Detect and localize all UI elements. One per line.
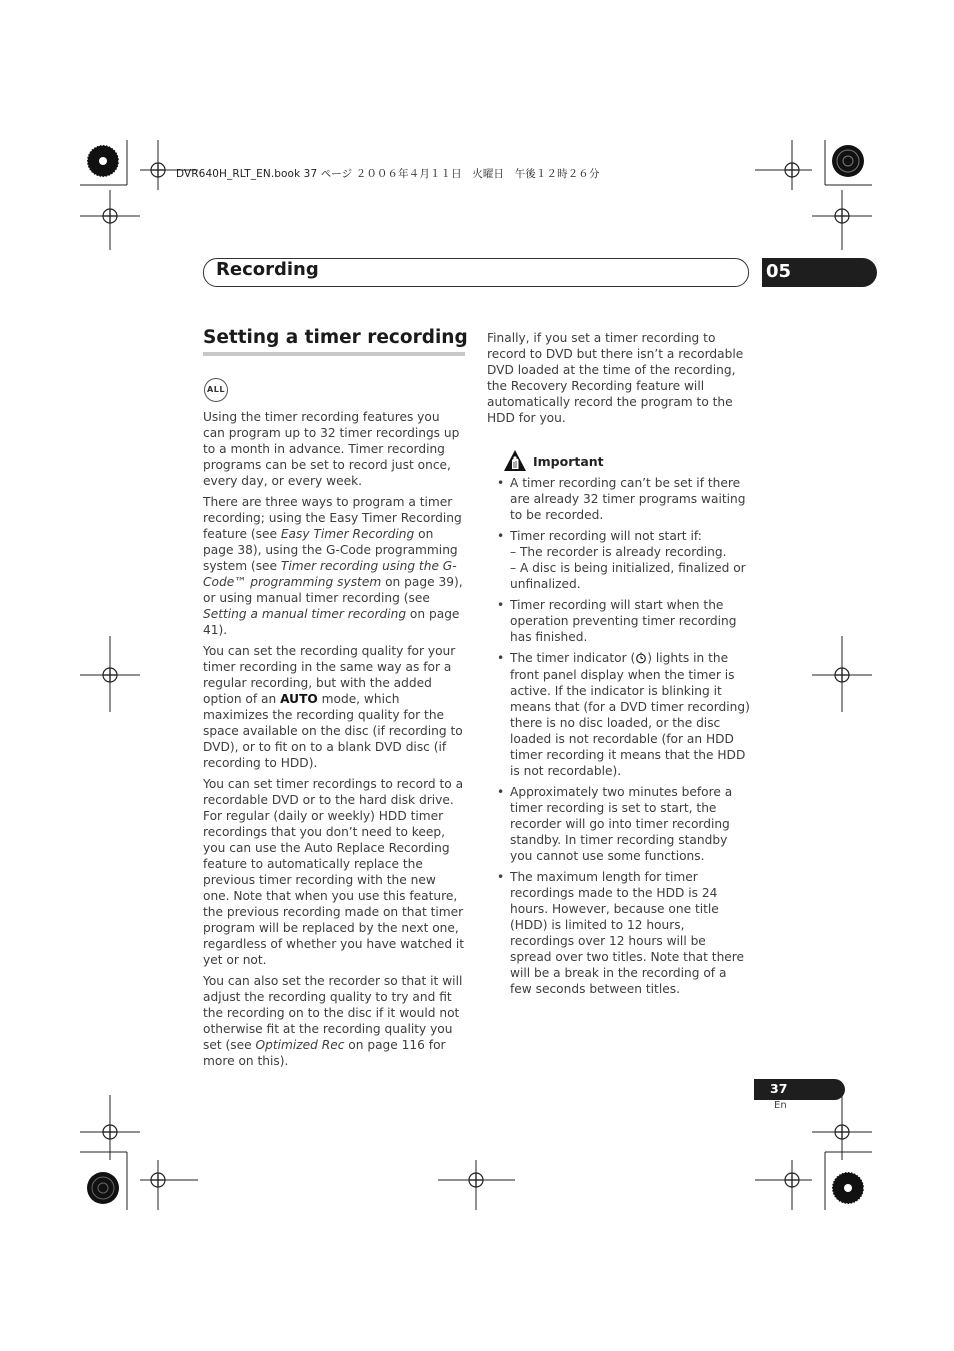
timer-icon <box>635 652 647 664</box>
body-paragraph <box>203 973 465 1069</box>
text-run: Using the timer recording features you can program up to 32 timer recordings up to a month in advance. Timer recording programs can be set to record just once, every day, or every week. <box>203 410 460 489</box>
text-run: A timer recording can’t be set if there are already 32 timer programs waiting to be recorded. <box>510 476 746 523</box>
important-bullet-item <box>497 475 751 523</box>
important-bullet-list <box>497 475 751 1002</box>
emphasis-term: AUTO <box>280 691 318 706</box>
important-heading: Important <box>533 454 604 469</box>
registration-target-icon <box>832 1172 864 1204</box>
important-bullet-item <box>497 784 751 864</box>
registration-target-icon <box>87 145 119 177</box>
page-number-tab <box>754 1079 845 1100</box>
right-column-intro <box>487 330 749 431</box>
page-language: En <box>774 1100 787 1111</box>
chapter-title: Recording <box>216 259 319 280</box>
section-underline <box>203 352 465 356</box>
important-bullet-item <box>497 597 751 645</box>
recovery-recording-paragraph: Finally, if you set a timer recording to record to DVD but there isn’t a recordable DVD loaded at the time of the recording, the Recovery Recording feature will automatically record the program to the HDD for you. <box>487 331 744 426</box>
text-run: on page 39), or using manual timer recording (see <box>203 574 463 606</box>
text-run: The maximum length for timer recordings made to the HDD is 24 hours. However, because one title (HDD) is limited to 12 hours, recordings over 12 hours will be spread over two titles. Note that there will be a break in the recording of a few seconds between titles. <box>510 870 745 997</box>
registration-target-icon <box>832 145 864 177</box>
body-paragraph <box>203 494 465 638</box>
all-media-badge-icon: ALL <box>204 378 228 402</box>
text-run: You can set the recording quality for your timer recording in the same way as for a regular recording, but with the added option of an <box>203 643 456 706</box>
text-run: Approximately two minutes before a timer recording is set to start, the recorder will go into timer recording standby. In timer recording standby you cannot use some functions. <box>510 784 733 864</box>
text-run: You can set timer recordings to record to a recordable DVD or to the hard disk drive. For regular (daily or weekly) HDD timer recordings that you don’t need to keep, you can use the Auto Replace Recording feature to automatically replace the previous timer recording with the new one. Note that when you use this feature, the previous recording made on that timer program will be replaced by the next one, regardless of whether you have watched it yet or not. <box>203 776 465 968</box>
chapter-number-tab <box>762 258 877 287</box>
text-run: on page 41). <box>203 607 460 638</box>
page-number: 37 <box>770 1081 788 1096</box>
text-run: on page 38), using the G-Code programming system (see <box>203 526 458 573</box>
text-run: – A disc is being initialized, finalized or unfinalized. <box>510 561 746 592</box>
text-run: – The recorder is already recording. <box>510 545 727 560</box>
body-paragraph <box>203 776 465 969</box>
registration-target-icon <box>87 1172 119 1204</box>
text-run: The timer indicator ( <box>510 651 636 666</box>
warning-hand-icon <box>503 449 533 473</box>
text-run: You can also set the recorder so that it will adjust the recording quality to try and fit the recording on to the disc if it would not otherwise fit at the recording quality you set (see <box>203 973 463 1052</box>
text-run: ) lights in the front panel display when the timer is active. If the indicator is blinking it means that (for a DVD timer recording) there is no disc loaded, or the disc loaded is not recordable (for an HDD timer recording it means that the HDD is not recordable). <box>510 651 750 778</box>
important-bullet-item <box>497 528 751 592</box>
chapter-number: 05 <box>766 261 792 282</box>
left-column-body <box>203 409 465 1073</box>
section-title: Setting a timer recording <box>203 327 468 348</box>
text-run: mode, which maximizes the recording quality for the space available on the disc (if recording to DVD), or to fit on to a blank DVD disc (if recording to HDD). <box>203 691 463 770</box>
important-bullet-item <box>497 869 751 997</box>
body-paragraph <box>203 409 465 489</box>
text-run: There are three ways to program a timer recording; using the Easy Timer Recording feature (see <box>203 494 462 541</box>
important-bullet-item <box>497 650 751 778</box>
text-run: on page 116 for more on this). <box>203 1037 446 1068</box>
cross-reference: Easy Timer Recording <box>280 526 415 541</box>
cross-reference: Setting a manual timer recording <box>203 607 407 622</box>
print-header: DVR640H_RLT_EN.book 37 ページ ２００６年４月１１日 火曜日 午後１２時２６分 <box>176 168 600 180</box>
body-paragraph <box>203 643 465 771</box>
text-run: Timer recording will not start if: <box>510 529 702 544</box>
cross-reference: Timer recording using the G-Code™ programming system <box>203 558 457 589</box>
cross-reference: Optimized Rec <box>255 1037 345 1052</box>
text-run: Timer recording will start when the operation preventing timer recording has finished. <box>510 598 737 645</box>
